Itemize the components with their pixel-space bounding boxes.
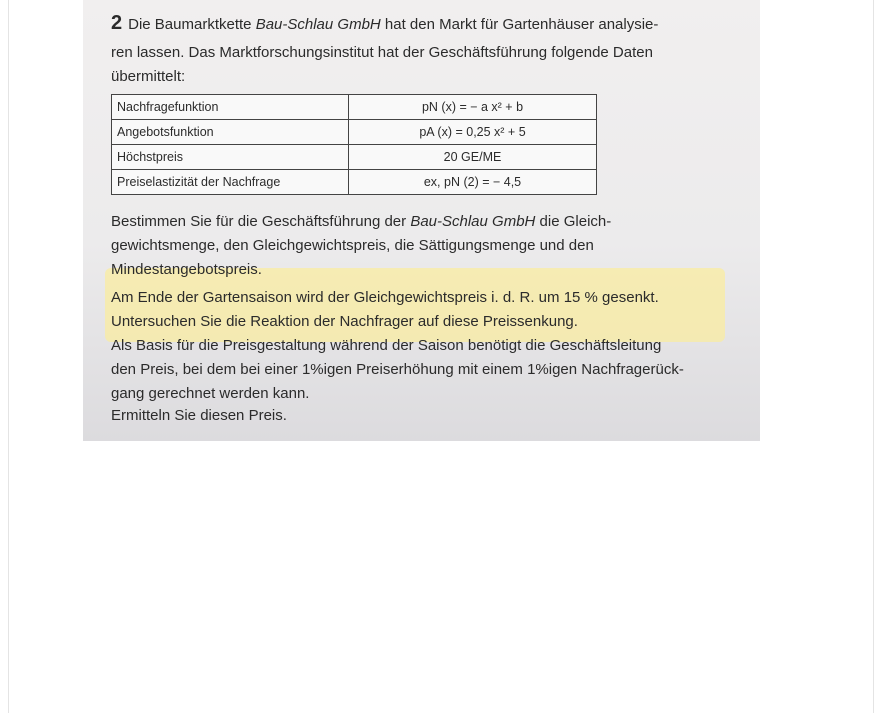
table-cell-label: Preiselastizität der Nachfrage: [112, 170, 349, 195]
table-cell-value: pA (x) = 0,25 x² + 5: [349, 120, 597, 145]
intro-paragraph-line2: ren lassen. Das Marktforschungsinstitut hat der Geschäftsführung folgende Daten: [111, 44, 653, 61]
table-row: [112, 170, 597, 195]
table-cell-label: Angebotsfunktion: [112, 120, 349, 145]
task2-line2: Untersuchen Sie die Reaktion der Nachfrager auf diese Preissenkung.: [111, 313, 578, 330]
problem-number: 2: [111, 12, 123, 34]
task3-line2: den Preis, bei dem bei einer 1%igen Preiserhöhung mit einem 1%igen Nachfragerück-: [111, 361, 684, 378]
intro-paragraph-line3: übermittelt:: [111, 68, 186, 85]
task1-line2: gewichtsmenge, den Gleichgewichtspreis, die Sättigungsmenge und den: [111, 237, 594, 254]
task2-line1: Am Ende der Gartensaison wird der Gleichgewichtspreis i. d. R. um 15 % gesenkt.: [111, 289, 659, 306]
company-name: Bau-Schlau GmbH: [255, 16, 381, 33]
table-cell-value: ex, pN (2) = − 4,5: [349, 170, 597, 195]
table-cell-label: Höchstpreis: [112, 145, 349, 170]
task1-line1: Bestimmen Sie für die Geschäftsführung der Bau-Schlau GmbH die Gleich-: [111, 213, 612, 230]
company-name: Bau-Schlau GmbH: [410, 213, 536, 230]
task1-line3: Mindestangebotspreis.: [111, 261, 262, 278]
task3-line3: gang gerechnet werden kann.: [111, 385, 310, 402]
task3-line4: Ermitteln Sie diesen Preis.: [111, 407, 287, 424]
table-row: [112, 120, 597, 145]
table-row: [112, 145, 597, 170]
table-cell-label: Nachfragefunktion: [112, 95, 349, 120]
table-cell-value: 20 GE/ME: [349, 145, 597, 170]
table-cell-value: pN (x) = − a x² + b: [349, 95, 597, 120]
intro-paragraph-line1: 2 Die Baumarktkette Bau-Schlau GmbH hat den Markt für Gartenhäuser analysie-: [111, 12, 659, 34]
task3-line1: Als Basis für die Preisgestaltung während der Saison benötigt die Geschäftsleitung: [111, 337, 662, 354]
table-row: [112, 95, 597, 120]
textbook-photo: [83, 0, 760, 441]
market-data-table: [111, 94, 597, 195]
